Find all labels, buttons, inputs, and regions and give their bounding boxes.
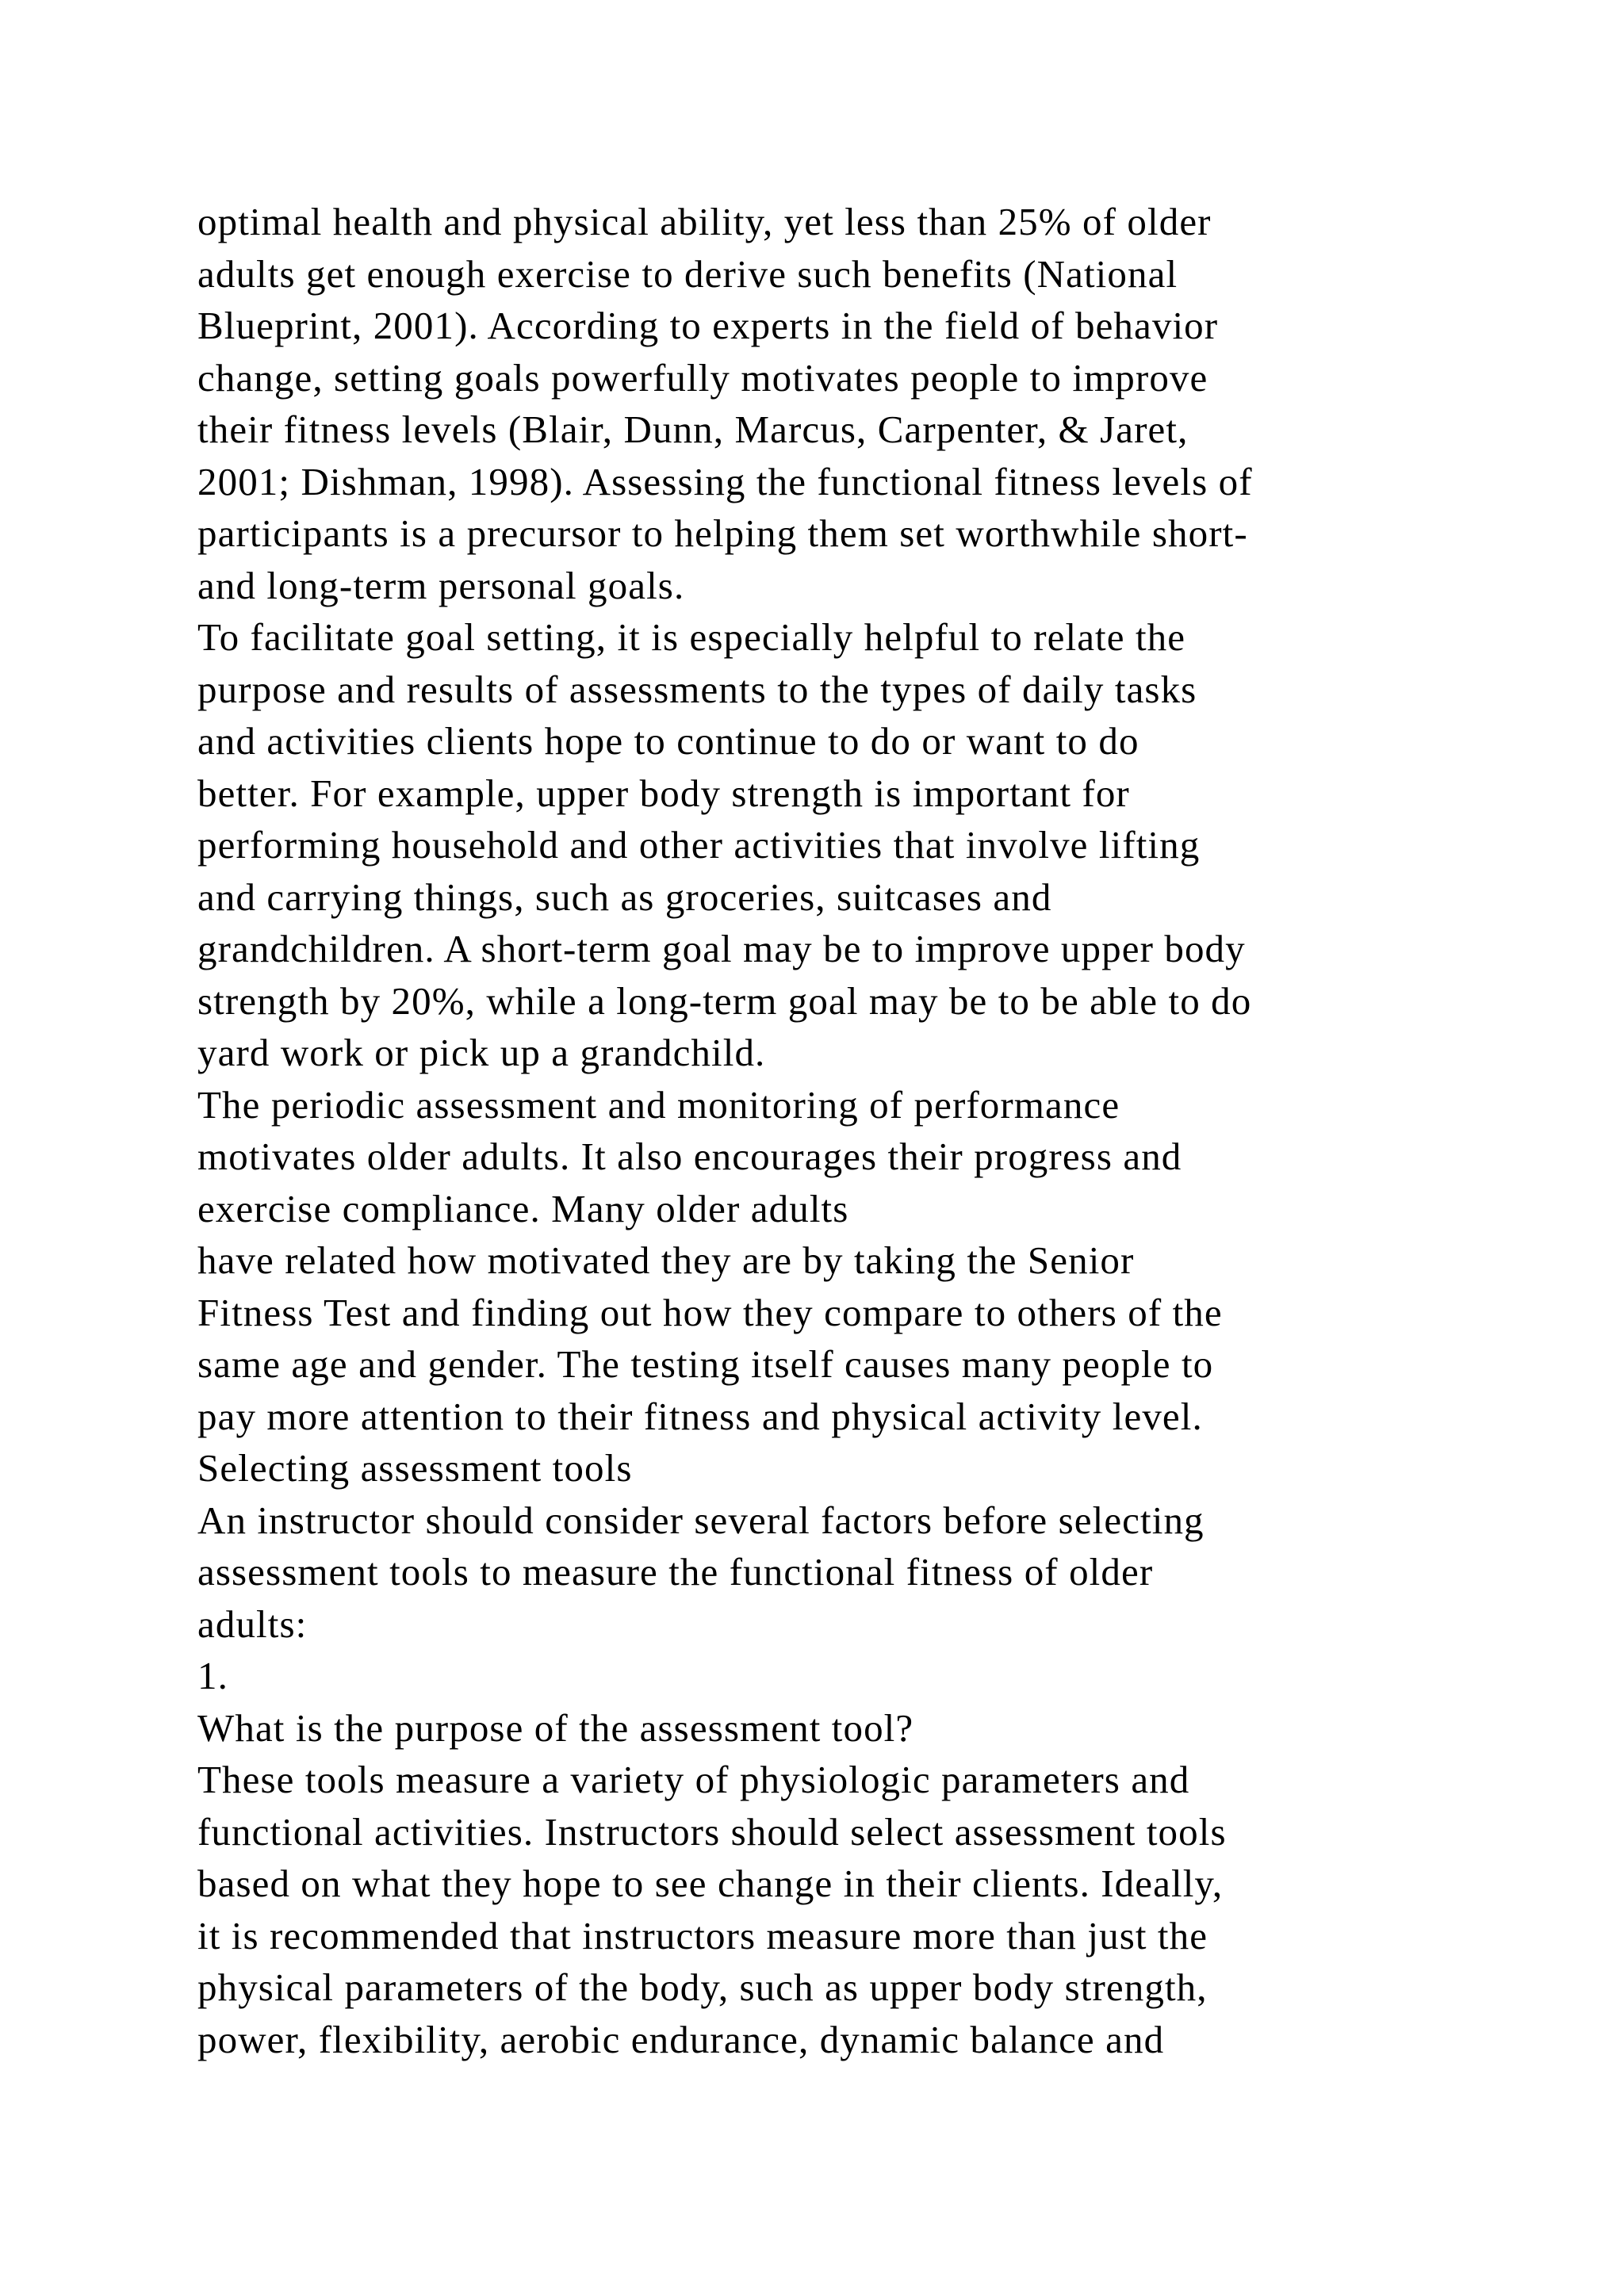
text-line: exercise compliance. Many older adults <box>197 1186 849 1230</box>
text-line: and activities clients hope to continue to do or want to do <box>197 719 1139 763</box>
text-line: physical parameters of the body, such as upper body strength, <box>197 1965 1208 2009</box>
text-line: Fitness Test and finding out how they compare to others of the <box>197 1290 1223 1334</box>
list-item-question: What is the purpose of the assessment tool? <box>197 1705 914 1750</box>
text-line: pay more attention to their fitness and physical activity level. <box>197 1394 1203 1438</box>
text-line: change, setting goals powerfully motivates people to improve <box>197 355 1208 400</box>
text-line: grandchildren. A short-term goal may be to improve upper body <box>197 927 1246 970</box>
text-line: better. For example, upper body strength is important for <box>197 771 1130 815</box>
text-line: To facilitate goal setting, it is especially helpful to relate the <box>197 615 1186 659</box>
text-line: functional activities. Instructors should select assessment tools <box>197 1809 1227 1854</box>
text-line: performing household and other activities that involve lifting <box>197 823 1201 867</box>
text-line: assessment tools to measure the functional fitness of older <box>197 1550 1154 1594</box>
section-heading: Selecting assessment tools <box>197 1446 633 1490</box>
text-line: their fitness levels (Blair, Dunn, Marcus, Carpenter, & Jaret, <box>197 408 1189 451</box>
text-line: based on what they hope to see change in their clients. Ideally, <box>197 1862 1224 1905</box>
text-line: These tools measure a variety of physiologic parameters and <box>197 1758 1190 1801</box>
text-line: 2001; Dishman, 1998). Assessing the functional fitness levels of <box>197 459 1253 503</box>
text-line: and carrying things, such as groceries, suitcases and <box>197 874 1052 919</box>
text-line: The periodic assessment and monitoring of performance <box>197 1082 1120 1127</box>
text-line: same age and gender. The testing itself causes many people to <box>197 1342 1214 1386</box>
text-line: purpose and results of assessments to the types of daily tasks <box>197 667 1197 711</box>
text-line: participants is a precursor to helping them set worthwhile short- <box>197 511 1248 555</box>
text-line: adults: <box>197 1601 308 1646</box>
document-body-text <box>197 196 1466 2065</box>
text-line: it is recommended that instructors measure more than just the <box>197 1913 1208 1957</box>
text-line: power, flexibility, aerobic endurance, dynamic balance and <box>197 2017 1165 2061</box>
list-number: 1. <box>197 1654 228 1697</box>
text-line: optimal health and physical ability, yet less than 25% of older <box>197 200 1212 243</box>
text-line: strength by 20%, while a long-term goal may be to be able to do <box>197 978 1252 1023</box>
text-line: motivates older adults. It also encourages their progress and <box>197 1135 1182 1178</box>
text-line: Blueprint, 2001). According to experts in the field of behavior <box>197 304 1219 347</box>
text-line: have related how motivated they are by taking the Senior <box>197 1238 1135 1282</box>
text-line: yard work or pick up a grandchild. <box>197 1031 766 1074</box>
text-line: adults get enough exercise to derive such benefits (National <box>197 251 1178 296</box>
text-line: and long-term personal goals. <box>197 563 685 607</box>
text-line: An instructor should consider several factors before selecting <box>197 1498 1205 1542</box>
